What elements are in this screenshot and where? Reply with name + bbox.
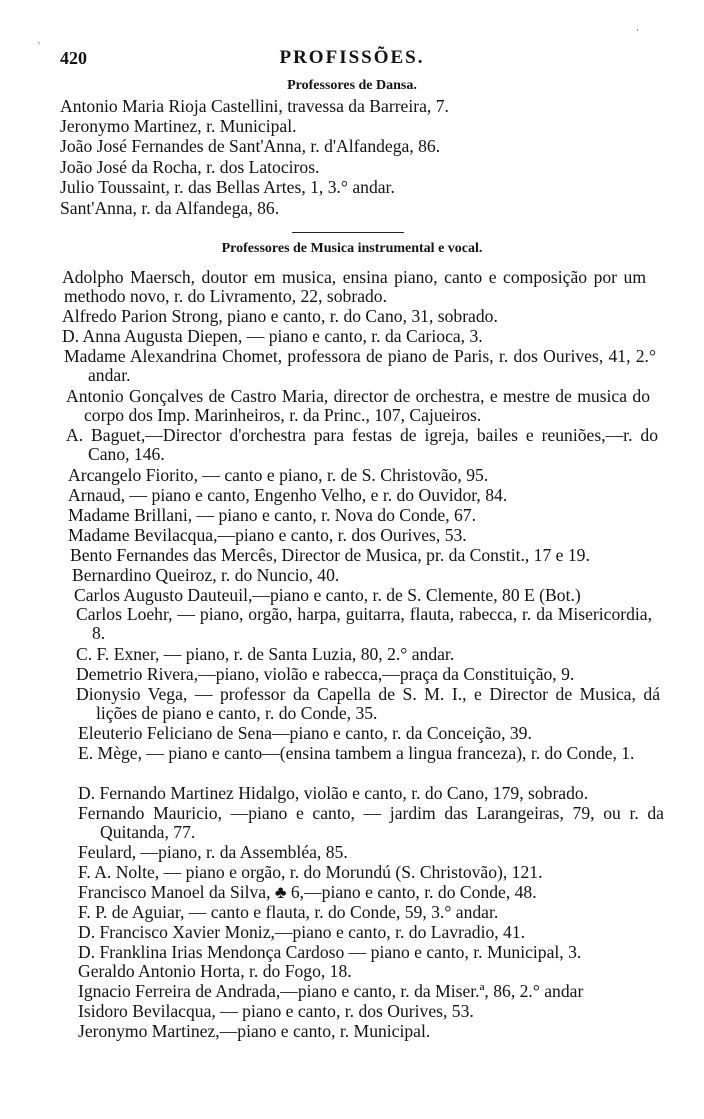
page-header xyxy=(0,46,704,74)
list-item: Eleuterio Feliciano de Sena—piano e canto, r. da Conceição, 39. xyxy=(78,723,532,743)
list-item: Julio Toussaint, r. das Bellas Artes, 1, 3.° andar. xyxy=(60,177,395,197)
page-number: 420 xyxy=(60,48,87,68)
list-item: A. Baguet,—Director d'orchestra para festas de igreja, bailes e reuniões,—r. do Cano, 146. xyxy=(66,425,658,465)
list-item: F. P. de Aguiar, — canto e flauta, r. do Conde, 59, 3.° andar. xyxy=(78,902,499,922)
ink-speck: ′ xyxy=(38,42,41,52)
list-item: Francisco Manoel da Silva, ♣ 6,—piano e canto, r. do Conde, 48. xyxy=(78,882,537,902)
list-item: F. A. Nolte, — piano e orgão, r. do Morundú (S. Christovão), 121. xyxy=(78,862,543,882)
list-item: Alfredo Parion Strong, piano e canto, r. do Cano, 31, sobrado. xyxy=(62,306,498,326)
list-item: Demetrio Rivera,—piano, violão e rabecca,—praça da Constituição, 9. xyxy=(76,664,575,684)
list-item: D. Franklina Irias Mendonça Cardoso — piano e canto, r. Municipal, 3. xyxy=(78,942,582,962)
list-item: João José Fernandes de Sant'Anna, r. d'Alfandega, 86. xyxy=(60,136,441,156)
list-item: João José da Rocha, r. dos Latociros. xyxy=(60,157,320,177)
list-item: Arnaud, — piano e canto, Engenho Velho, e r. do Ouvidor, 84. xyxy=(68,485,508,505)
list-item: Adolpho Maersch, doutor em musica, ensina piano, canto e composição por um methodo novo, r. do Livramento, 22, sobrado. xyxy=(62,267,646,307)
list-item: Ignacio Ferreira de Andrada,—piano e canto, r. da Miser.ª, 86, 2.° andar xyxy=(78,981,584,1001)
list-item: Geraldo Antonio Horta, r. do Fogo, 18. xyxy=(78,961,352,981)
section-heading-musica: Professores de Musica instrumental e vocal. xyxy=(221,241,483,256)
list-item: Madame Alexandrina Chomet, professora de piano de Paris, r. dos Ourives, 41, 2.° andar. xyxy=(64,346,656,386)
list-item: Carlos Augusto Dauteuil,—piano e canto, r. de S. Clemente, 80 E (Bot.) xyxy=(74,585,581,605)
list-item: Bento Fernandes das Mercês, Director de Musica, pr. da Constit., 17 e 19. xyxy=(70,545,590,565)
list-item: Arcangelo Fiorito, — canto e piano, r. de S. Christovão, 95. xyxy=(68,465,489,485)
list-item: Madame Brillani, — piano e canto, r. Nova do Conde, 67. xyxy=(68,505,476,525)
list-item: Bernardino Queiroz, r. do Nuncio, 40. xyxy=(72,565,340,585)
list-item: Jeronymo Martinez, r. Municipal. xyxy=(60,116,297,136)
list-item: Antonio Maria Rioja Castellini, travessa da Barreira, 7. xyxy=(60,96,449,116)
list-item: Sant'Anna, r. da Alfandega, 86. xyxy=(60,198,280,218)
list-item: Jeronymo Martinez,—piano e canto, r. Municipal. xyxy=(78,1021,431,1041)
list-item: D. Francisco Xavier Moniz,—piano e canto, r. do Lavradio, 41. xyxy=(78,922,526,942)
list-item: Dionysio Vega, — professor da Capella de S. M. I., e Director de Musica, dá lições de piano e canto, r. do Conde, 35. xyxy=(76,684,660,724)
list-item: Isidoro Bevilacqua, — piano e canto, r. dos Ourives, 53. xyxy=(78,1001,474,1021)
page-title: PROFISSÕES. xyxy=(279,47,425,68)
list-item: D. Fernando Martinez Hidalgo, violão e canto, r. do Cano, 179, sobrado. xyxy=(78,783,589,803)
section-heading-dansa: Professores de Dansa. xyxy=(287,78,417,93)
list-item: E. Mège, — piano e canto—(ensina tambem a lingua franceza), r. do Conde, 1. xyxy=(78,743,635,763)
list-item: Antonio Gonçalves de Castro Maria, director de orchestra, e mestre de musica do corpo dos Imp. Marinheiros, r. da Princ., 107, Cajueiros. xyxy=(66,386,650,426)
ink-speck: · xyxy=(636,26,639,36)
list-item: D. Anna Augusta Diepen, — piano e canto, r. da Carioca, 3. xyxy=(62,326,483,346)
section-divider xyxy=(292,232,404,233)
list-item: Madame Bevilacqua,—piano e canto, r. dos Ourives, 53. xyxy=(68,525,467,545)
list-item: Carlos Loehr, — piano, orgão, harpa, guitarra, flauta, rabecca, r. da Misericordia, 8. xyxy=(76,604,652,644)
list-item: Fernando Mauricio, —piano e canto, — jardim das Larangeiras, 79, ou r. da Quitanda, 77. xyxy=(78,803,664,843)
list-item: Feulard, —piano, r. da Assembléa, 85. xyxy=(78,842,348,862)
list-item: C. F. Exner, — piano, r. de Santa Luzia, 80, 2.° andar. xyxy=(76,644,455,664)
